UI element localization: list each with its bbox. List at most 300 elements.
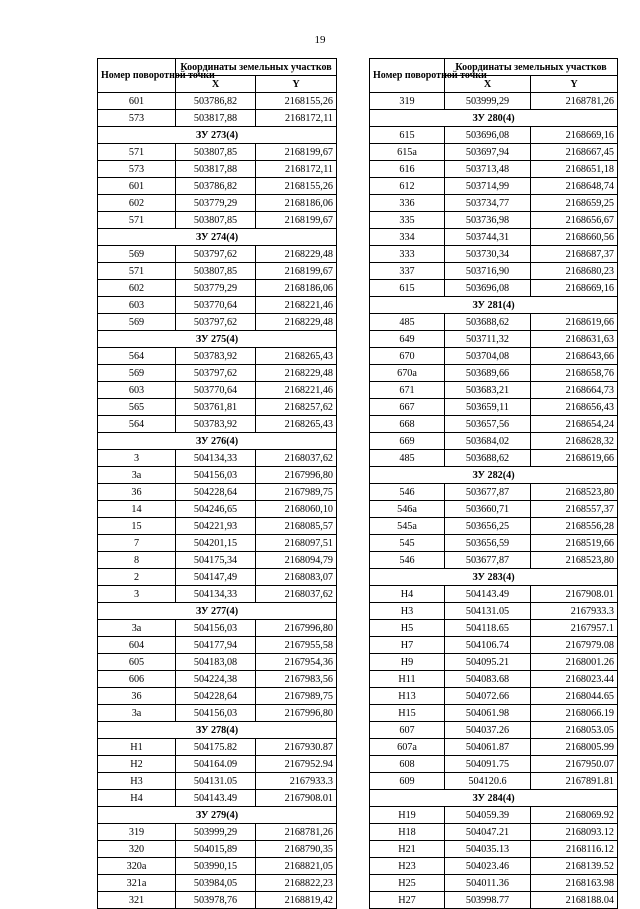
parcel-section-title: ЗУ 278(4)	[98, 722, 337, 739]
y-coordinate-cell: 2167979.08	[531, 637, 618, 654]
x-coordinate-cell: 503677,87	[445, 484, 531, 501]
x-coordinate-cell: 503770,64	[176, 297, 256, 314]
y-coordinate-cell: 2167933.3	[256, 773, 337, 790]
x-coordinate-cell: 504095.21	[445, 654, 531, 671]
point-number-cell: 320а	[98, 858, 176, 875]
y-coordinate-cell: 2168229,48	[256, 365, 337, 382]
header-x: X	[176, 76, 256, 93]
table-row	[370, 807, 618, 824]
y-coordinate-cell: 2168172,11	[256, 110, 337, 127]
y-coordinate-cell: 2168199,67	[256, 263, 337, 280]
y-coordinate-cell: 2168664,73	[531, 382, 618, 399]
x-coordinate-cell: 504246,65	[176, 501, 256, 518]
y-coordinate-cell: 2168139.52	[531, 858, 618, 875]
x-coordinate-cell: 504164.09	[176, 756, 256, 773]
y-coordinate-cell: 2167891.81	[531, 773, 618, 790]
y-coordinate-cell: 2167996,80	[256, 467, 337, 484]
y-coordinate-cell: 2167908.01	[256, 790, 337, 807]
table-row	[370, 620, 618, 637]
point-number-cell: 15	[98, 518, 176, 535]
x-coordinate-cell: 503657,56	[445, 416, 531, 433]
table-row	[98, 382, 337, 399]
x-coordinate-cell: 503984,05	[176, 875, 256, 892]
x-coordinate-cell: 504156,03	[176, 467, 256, 484]
x-coordinate-cell: 504120.6	[445, 773, 531, 790]
x-coordinate-cell: 504118.65	[445, 620, 531, 637]
point-number-cell: 609	[370, 773, 445, 790]
table-row	[98, 280, 337, 297]
y-coordinate-cell: 2168085,57	[256, 518, 337, 535]
point-number-cell: 571	[98, 212, 176, 229]
table-row	[98, 756, 337, 773]
y-coordinate-cell: 2167952.94	[256, 756, 337, 773]
point-number-cell: 545а	[370, 518, 445, 535]
x-coordinate-cell: 504183,08	[176, 654, 256, 671]
point-number-cell: 36	[98, 688, 176, 705]
table-row	[370, 144, 618, 161]
table-row	[98, 212, 337, 229]
y-coordinate-cell: 2168037,62	[256, 450, 337, 467]
y-coordinate-cell: 2168651,18	[531, 161, 618, 178]
table-row	[370, 399, 618, 416]
table-row	[370, 858, 618, 875]
table-row	[370, 637, 618, 654]
x-coordinate-cell: 503807,85	[176, 144, 256, 161]
table-row	[98, 365, 337, 382]
parcel-section-row	[370, 467, 618, 484]
y-coordinate-cell: 2168116.12	[531, 841, 618, 858]
x-coordinate-cell: 503978,76	[176, 892, 256, 909]
point-number-cell: 336	[370, 195, 445, 212]
y-coordinate-cell: 2168660,56	[531, 229, 618, 246]
x-coordinate-cell: 503660,71	[445, 501, 531, 518]
header-x: X	[445, 76, 531, 93]
parcel-section-row	[98, 229, 337, 246]
parcel-section-row	[98, 603, 337, 620]
point-number-cell: 319	[98, 824, 176, 841]
header-coordinates: Координаты земельных участков	[176, 59, 337, 76]
table-row	[98, 875, 337, 892]
x-coordinate-cell: 503817,88	[176, 110, 256, 127]
y-coordinate-cell: 2168060,10	[256, 501, 337, 518]
table-row	[98, 671, 337, 688]
y-coordinate-cell: 2168199,67	[256, 212, 337, 229]
y-coordinate-cell: 2168658,76	[531, 365, 618, 382]
table-row	[370, 348, 618, 365]
x-coordinate-cell: 503797,62	[176, 314, 256, 331]
point-number-cell: Н18	[370, 824, 445, 841]
x-coordinate-cell: 504177,94	[176, 637, 256, 654]
table-row	[370, 263, 618, 280]
y-coordinate-cell: 2168819,42	[256, 892, 337, 909]
x-coordinate-cell: 503684,02	[445, 433, 531, 450]
table-row	[370, 246, 618, 263]
header-point-number: Номер поворотной точки	[370, 59, 445, 93]
table-row	[370, 178, 618, 195]
table-row	[98, 773, 337, 790]
x-coordinate-cell: 503807,85	[176, 212, 256, 229]
point-number-cell: 601	[98, 178, 176, 195]
y-coordinate-cell: 2168556,28	[531, 518, 618, 535]
y-coordinate-cell: 2168257,62	[256, 399, 337, 416]
x-coordinate-cell: 503786,82	[176, 178, 256, 195]
table-row	[98, 467, 337, 484]
table-row	[98, 620, 337, 637]
y-coordinate-cell: 2167996,80	[256, 620, 337, 637]
point-number-cell: Н7	[370, 637, 445, 654]
x-coordinate-cell: 503998.77	[445, 892, 531, 909]
point-number-cell: 607	[370, 722, 445, 739]
table-row	[98, 93, 337, 110]
x-coordinate-cell: 504175.82	[176, 739, 256, 756]
x-coordinate-cell: 504201,15	[176, 535, 256, 552]
x-coordinate-cell: 503786,82	[176, 93, 256, 110]
point-number-cell: Н3	[370, 603, 445, 620]
y-coordinate-cell: 2168199,67	[256, 144, 337, 161]
x-coordinate-cell: 503797,62	[176, 365, 256, 382]
y-coordinate-cell: 2168790,35	[256, 841, 337, 858]
table-row	[370, 688, 618, 705]
point-number-cell: 546а	[370, 501, 445, 518]
x-coordinate-cell: 503688,62	[445, 450, 531, 467]
point-number-cell: Н23	[370, 858, 445, 875]
table-row	[98, 688, 337, 705]
x-coordinate-cell: 503713,48	[445, 161, 531, 178]
y-coordinate-cell: 2167989,75	[256, 484, 337, 501]
y-coordinate-cell: 2168186,06	[256, 280, 337, 297]
x-coordinate-cell: 503817,88	[176, 161, 256, 178]
table-row	[370, 875, 618, 892]
point-number-cell: 546	[370, 552, 445, 569]
point-number-cell: 604	[98, 637, 176, 654]
table-row	[370, 314, 618, 331]
x-coordinate-cell: 504037.26	[445, 722, 531, 739]
point-number-cell: 321	[98, 892, 176, 909]
point-number-cell: 3а	[98, 467, 176, 484]
table-row	[98, 841, 337, 858]
y-coordinate-cell: 2168821,05	[256, 858, 337, 875]
parcel-section-title: ЗУ 281(4)	[370, 297, 618, 314]
coordinates-table-right	[369, 58, 618, 909]
parcel-section-title: ЗУ 275(4)	[98, 331, 337, 348]
y-coordinate-cell: 2168523,80	[531, 552, 618, 569]
y-coordinate-cell: 2168221,46	[256, 297, 337, 314]
point-number-cell: 573	[98, 110, 176, 127]
table-row	[370, 195, 618, 212]
table-row	[370, 501, 618, 518]
parcel-section-title: ЗУ 276(4)	[98, 433, 337, 450]
y-coordinate-cell: 2168656,43	[531, 399, 618, 416]
table-row	[370, 518, 618, 535]
table-row	[98, 535, 337, 552]
x-coordinate-cell: 503783,92	[176, 348, 256, 365]
y-coordinate-cell: 2168643,66	[531, 348, 618, 365]
table-row	[98, 416, 337, 433]
x-coordinate-cell: 503711,32	[445, 331, 531, 348]
header-point-number: Номер поворотной точки	[98, 59, 176, 93]
x-coordinate-cell: 504035.13	[445, 841, 531, 858]
point-number-cell: 608	[370, 756, 445, 773]
point-number-cell: 569	[98, 365, 176, 382]
table-row	[98, 892, 337, 909]
table-row	[370, 739, 618, 756]
point-number-cell: 3	[98, 586, 176, 603]
y-coordinate-cell: 2168155,26	[256, 93, 337, 110]
point-number-cell: 320	[98, 841, 176, 858]
parcel-section-row	[370, 110, 618, 127]
x-coordinate-cell: 503770,64	[176, 382, 256, 399]
x-coordinate-cell: 503688,62	[445, 314, 531, 331]
y-coordinate-cell: 2168094,79	[256, 552, 337, 569]
point-number-cell: 603	[98, 382, 176, 399]
x-coordinate-cell: 503734,77	[445, 195, 531, 212]
parcel-section-title: ЗУ 282(4)	[370, 467, 618, 484]
table-row	[370, 382, 618, 399]
point-number-cell: 671	[370, 382, 445, 399]
table-row	[370, 229, 618, 246]
x-coordinate-cell: 504175,34	[176, 552, 256, 569]
table-row	[98, 824, 337, 841]
y-coordinate-cell: 2168628,32	[531, 433, 618, 450]
y-coordinate-cell: 2168687,37	[531, 246, 618, 263]
parcel-section-title: ЗУ 283(4)	[370, 569, 618, 586]
y-coordinate-cell: 2168069.92	[531, 807, 618, 824]
header-y: Y	[256, 76, 337, 93]
point-number-cell: Н9	[370, 654, 445, 671]
table-row	[98, 705, 337, 722]
table-row	[98, 195, 337, 212]
parcel-section-title: ЗУ 280(4)	[370, 110, 618, 127]
table-row	[98, 518, 337, 535]
page-number: 19	[314, 34, 326, 46]
x-coordinate-cell: 504228,64	[176, 688, 256, 705]
point-number-cell: Н13	[370, 688, 445, 705]
table-row	[98, 450, 337, 467]
x-coordinate-cell: 503783,92	[176, 416, 256, 433]
point-number-cell: 606	[98, 671, 176, 688]
point-number-cell: 564	[98, 348, 176, 365]
point-number-cell: 573	[98, 161, 176, 178]
y-coordinate-cell: 2167930.87	[256, 739, 337, 756]
parcel-section-row	[98, 807, 337, 824]
y-coordinate-cell: 2168097,51	[256, 535, 337, 552]
y-coordinate-cell: 2168172,11	[256, 161, 337, 178]
y-coordinate-cell: 2168163.98	[531, 875, 618, 892]
table-row	[98, 348, 337, 365]
x-coordinate-cell: 503999,29	[176, 824, 256, 841]
table-row	[98, 501, 337, 518]
point-number-cell: 607а	[370, 739, 445, 756]
point-number-cell: Н15	[370, 705, 445, 722]
table-row	[370, 365, 618, 382]
y-coordinate-cell: 2168044.65	[531, 688, 618, 705]
table-row	[370, 331, 618, 348]
table-row	[370, 654, 618, 671]
x-coordinate-cell: 504091.75	[445, 756, 531, 773]
point-number-cell: Н19	[370, 807, 445, 824]
y-coordinate-cell: 2168221,46	[256, 382, 337, 399]
point-number-cell: Н1	[98, 739, 176, 756]
x-coordinate-cell: 504156,03	[176, 705, 256, 722]
point-number-cell: 601	[98, 93, 176, 110]
parcel-section-row	[98, 433, 337, 450]
x-coordinate-cell: 503990,15	[176, 858, 256, 875]
y-coordinate-cell: 2168822,23	[256, 875, 337, 892]
y-coordinate-cell: 2168656,67	[531, 212, 618, 229]
point-number-cell: 571	[98, 144, 176, 161]
parcel-section-row	[98, 331, 337, 348]
x-coordinate-cell: 503656,25	[445, 518, 531, 535]
point-number-cell: Н5	[370, 620, 445, 637]
table-row	[370, 212, 618, 229]
y-coordinate-cell: 2168631,63	[531, 331, 618, 348]
y-coordinate-cell: 2168023.44	[531, 671, 618, 688]
parcel-section-row	[98, 722, 337, 739]
point-number-cell: 7	[98, 535, 176, 552]
point-number-cell: 334	[370, 229, 445, 246]
x-coordinate-cell: 504047.21	[445, 824, 531, 841]
x-coordinate-cell: 503704,08	[445, 348, 531, 365]
y-coordinate-cell: 2167957.1	[531, 620, 618, 637]
point-number-cell: 565	[98, 399, 176, 416]
table-row	[98, 484, 337, 501]
table-row	[370, 824, 618, 841]
point-number-cell: 668	[370, 416, 445, 433]
y-coordinate-cell: 2168659,25	[531, 195, 618, 212]
x-coordinate-cell: 503744,31	[445, 229, 531, 246]
point-number-cell: Н11	[370, 671, 445, 688]
table-row	[370, 280, 618, 297]
point-number-cell: 569	[98, 314, 176, 331]
y-coordinate-cell: 2168001.26	[531, 654, 618, 671]
x-coordinate-cell: 503683,21	[445, 382, 531, 399]
table-row	[98, 144, 337, 161]
x-coordinate-cell: 504023.46	[445, 858, 531, 875]
x-coordinate-cell: 504061.98	[445, 705, 531, 722]
parcel-section-title: ЗУ 279(4)	[98, 807, 337, 824]
table-row	[98, 246, 337, 263]
point-number-cell: 669	[370, 433, 445, 450]
point-number-cell: Н4	[98, 790, 176, 807]
point-number-cell: 670	[370, 348, 445, 365]
y-coordinate-cell: 2168265,43	[256, 416, 337, 433]
parcel-section-title: ЗУ 277(4)	[98, 603, 337, 620]
x-coordinate-cell: 503696,08	[445, 127, 531, 144]
point-number-cell: Н25	[370, 875, 445, 892]
x-coordinate-cell: 504224,38	[176, 671, 256, 688]
table-row	[98, 399, 337, 416]
x-coordinate-cell: 504059.39	[445, 807, 531, 824]
y-coordinate-cell: 2167989,75	[256, 688, 337, 705]
x-coordinate-cell: 504011.36	[445, 875, 531, 892]
table-row	[370, 671, 618, 688]
point-number-cell: 603	[98, 297, 176, 314]
x-coordinate-cell: 503689,66	[445, 365, 531, 382]
table-row	[98, 314, 337, 331]
x-coordinate-cell: 503779,29	[176, 280, 256, 297]
point-number-cell: Н3	[98, 773, 176, 790]
table-row	[370, 484, 618, 501]
x-coordinate-cell: 504015,89	[176, 841, 256, 858]
y-coordinate-cell: 2167908.01	[531, 586, 618, 603]
y-coordinate-cell: 2168229,48	[256, 246, 337, 263]
x-coordinate-cell: 504143.49	[176, 790, 256, 807]
table-row	[98, 110, 337, 127]
point-number-cell: 602	[98, 280, 176, 297]
table-row	[370, 722, 618, 739]
y-coordinate-cell: 2168037,62	[256, 586, 337, 603]
point-number-cell: 321а	[98, 875, 176, 892]
y-coordinate-cell: 2168093.12	[531, 824, 618, 841]
x-coordinate-cell: 503779,29	[176, 195, 256, 212]
point-number-cell: 564	[98, 416, 176, 433]
y-coordinate-cell: 2168648,74	[531, 178, 618, 195]
point-number-cell: Н27	[370, 892, 445, 909]
table-row	[98, 552, 337, 569]
x-coordinate-cell: 504134,33	[176, 586, 256, 603]
x-coordinate-cell: 504131.05	[445, 603, 531, 620]
x-coordinate-cell: 503730,34	[445, 246, 531, 263]
parcel-section-title: ЗУ 284(4)	[370, 790, 618, 807]
x-coordinate-cell: 503807,85	[176, 263, 256, 280]
x-coordinate-cell: 503999,29	[445, 93, 531, 110]
point-number-cell: 545	[370, 535, 445, 552]
y-coordinate-cell: 2168667,45	[531, 144, 618, 161]
x-coordinate-cell: 504228,64	[176, 484, 256, 501]
table-row	[98, 297, 337, 314]
table-row	[370, 586, 618, 603]
table-row	[98, 739, 337, 756]
table-row	[370, 433, 618, 450]
x-coordinate-cell: 503716,90	[445, 263, 531, 280]
x-coordinate-cell: 504083.68	[445, 671, 531, 688]
x-coordinate-cell: 503714,99	[445, 178, 531, 195]
x-coordinate-cell: 503697,94	[445, 144, 531, 161]
y-coordinate-cell: 2168053.05	[531, 722, 618, 739]
point-number-cell: 649	[370, 331, 445, 348]
point-number-cell: 670а	[370, 365, 445, 382]
table-row	[370, 416, 618, 433]
point-number-cell: 569	[98, 246, 176, 263]
y-coordinate-cell: 2167996,80	[256, 705, 337, 722]
y-coordinate-cell: 2167954,36	[256, 654, 337, 671]
table-row	[370, 552, 618, 569]
table-row	[370, 93, 618, 110]
y-coordinate-cell: 2168523,80	[531, 484, 618, 501]
y-coordinate-cell: 2167933.3	[531, 603, 618, 620]
x-coordinate-cell: 504143.49	[445, 586, 531, 603]
x-coordinate-cell: 503656,59	[445, 535, 531, 552]
parcel-section-row	[370, 569, 618, 586]
y-coordinate-cell: 2167950.07	[531, 756, 618, 773]
header-coordinates: Координаты земельных участков	[445, 59, 618, 76]
table-row	[370, 127, 618, 144]
table-row	[98, 263, 337, 280]
point-number-cell: Н2	[98, 756, 176, 773]
y-coordinate-cell: 2168669,16	[531, 127, 618, 144]
point-number-cell: 485	[370, 450, 445, 467]
point-number-cell: 14	[98, 501, 176, 518]
table-row	[98, 569, 337, 586]
y-coordinate-cell: 2168188.04	[531, 892, 618, 909]
y-coordinate-cell: 2168619,66	[531, 450, 618, 467]
parcel-section-title: ЗУ 274(4)	[98, 229, 337, 246]
table-row	[98, 586, 337, 603]
point-number-cell: 615а	[370, 144, 445, 161]
x-coordinate-cell: 504134,33	[176, 450, 256, 467]
point-number-cell: 667	[370, 399, 445, 416]
point-number-cell: 319	[370, 93, 445, 110]
